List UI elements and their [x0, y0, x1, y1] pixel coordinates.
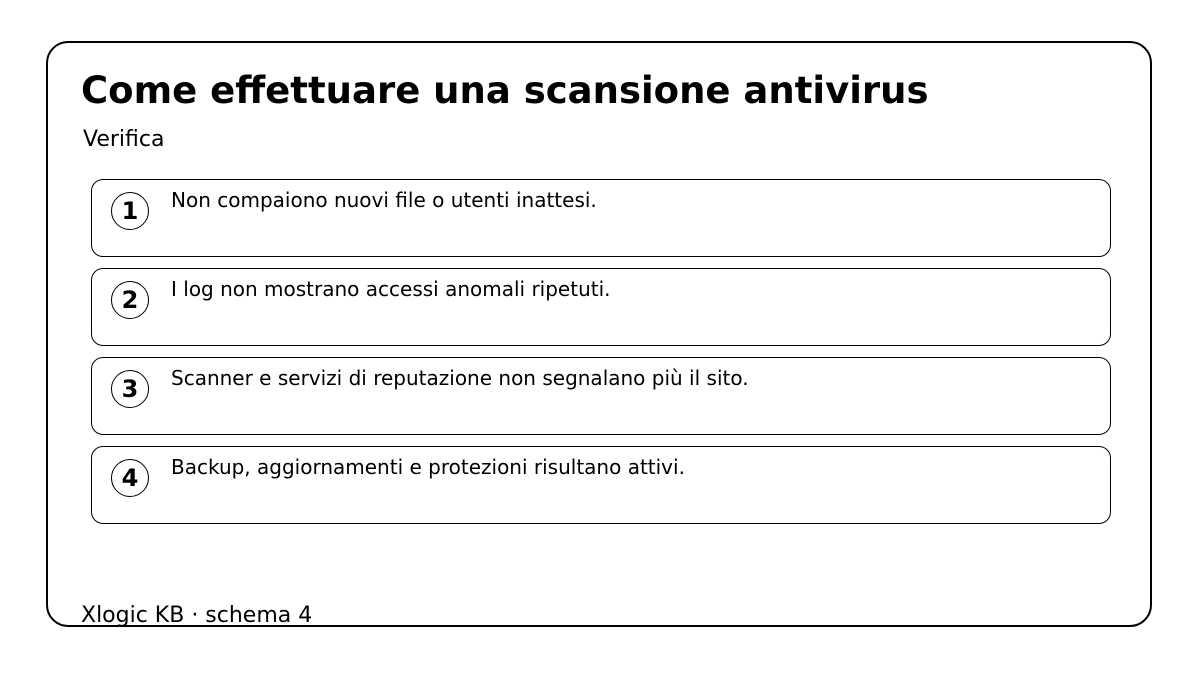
- step-number-badge: 4: [111, 459, 149, 497]
- section-subtitle: Verifica: [83, 127, 165, 152]
- checklist-item: [91, 268, 1111, 346]
- checklist-item: [91, 179, 1111, 257]
- step-text: Backup, aggiornamenti e protezioni risultano attivi.: [171, 455, 685, 479]
- step-number-badge: 3: [111, 370, 149, 408]
- step-number-badge: 2: [111, 281, 149, 319]
- checklist-item: [91, 357, 1111, 435]
- step-text: Scanner e servizi di reputazione non segnalano più il sito.: [171, 366, 749, 390]
- step-number-badge: 1: [111, 192, 149, 230]
- step-text: Non compaiono nuovi file o utenti inattesi.: [171, 188, 597, 212]
- article-card: [46, 41, 1152, 627]
- page-title: Come effettuare una scansione antivirus: [81, 69, 929, 112]
- checklist-item: [91, 446, 1111, 524]
- checklist: [91, 179, 1111, 535]
- footer-caption: Xlogic KB · schema 4: [81, 603, 313, 628]
- step-text: I log non mostrano accessi anomali ripetuti.: [171, 277, 611, 301]
